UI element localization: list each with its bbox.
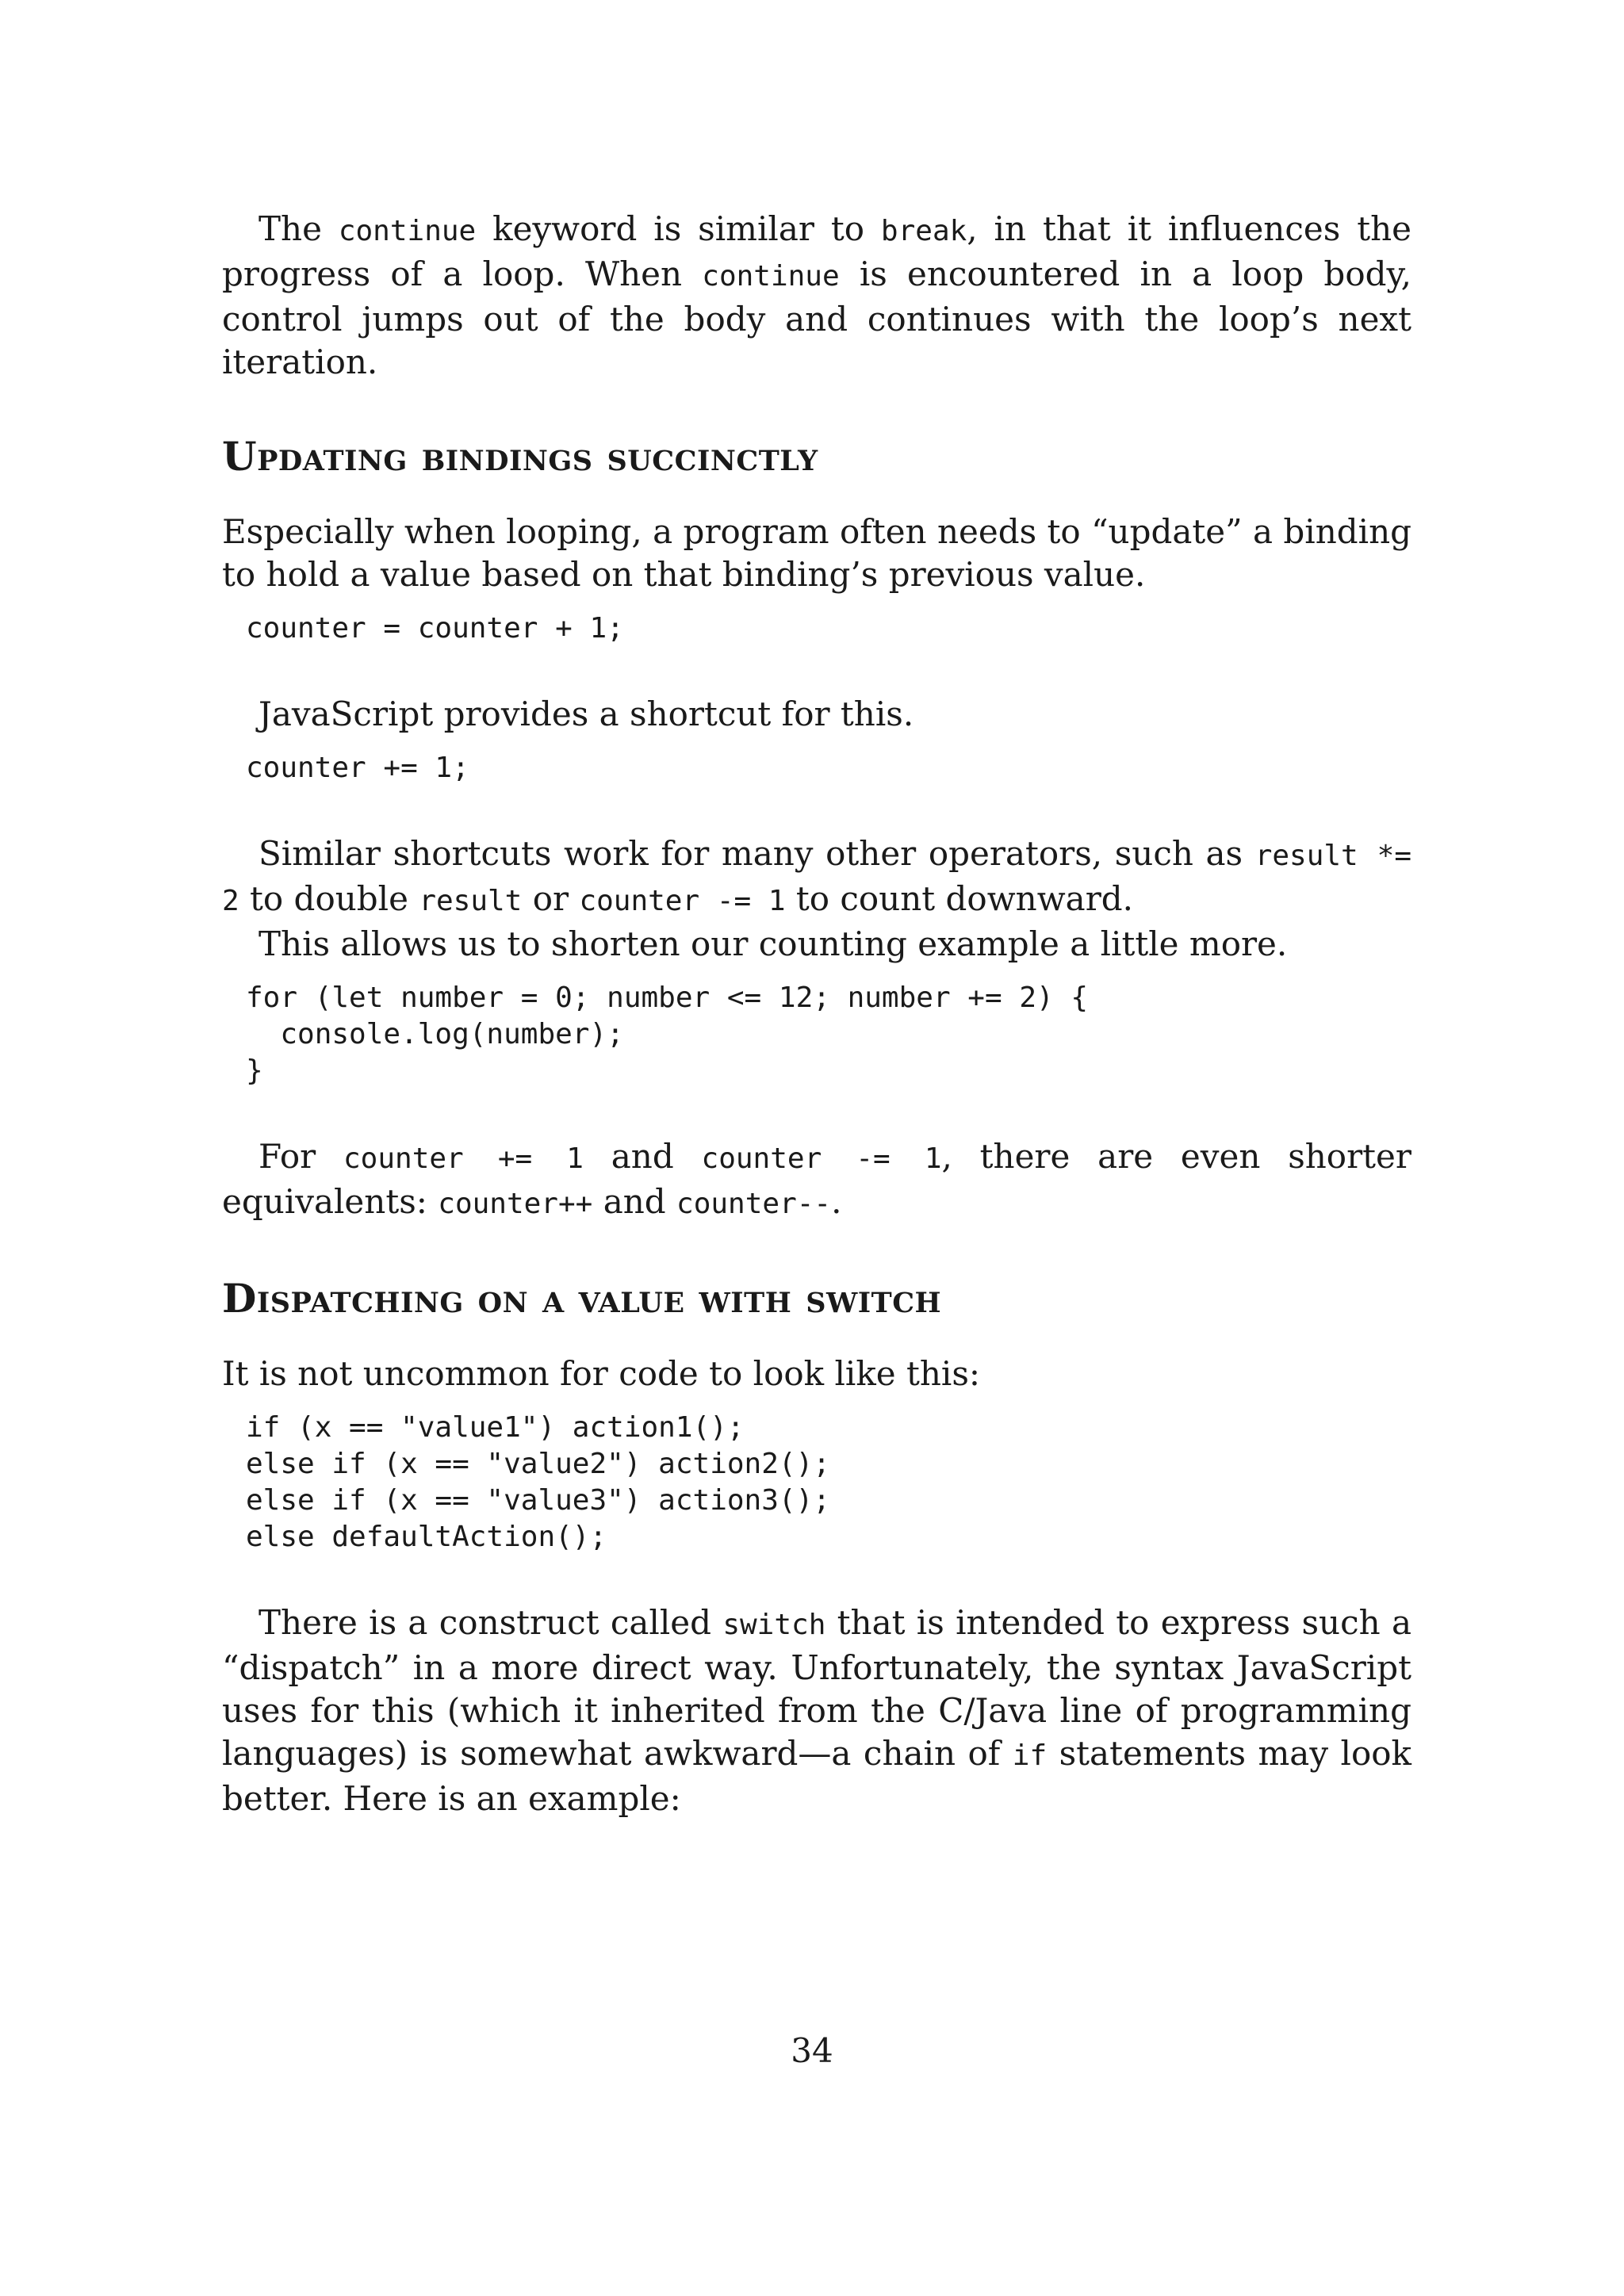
text-run: , in that it influences the progress of a loop. When (222, 209, 1411, 293)
paragraph-continue-keyword (222, 208, 1411, 384)
page-body (222, 208, 1411, 1820)
inline-code: counter-- (676, 1188, 832, 1220)
section-heading-switch: Dispatching on a value with switch (222, 1275, 942, 1322)
code-block-counter-plus-one: counter = counter + 1; (246, 612, 624, 645)
text-run: . (831, 1182, 842, 1221)
inline-code: counter += 1 (343, 1142, 584, 1175)
inline-code: switch (722, 1609, 826, 1641)
text-run: There is a construct called (259, 1603, 723, 1642)
paragraph-switch-construct (222, 1601, 1411, 1820)
text-run: statements may look better. Here is an example: (222, 1734, 1411, 1818)
section-heading-updating-bindings: Updating bindings succinctly (222, 433, 818, 480)
paragraph-uncommon-code: It is not uncommon for code to look like this: (222, 1354, 981, 1393)
inline-code: counter -= 1 (701, 1142, 942, 1175)
text-run: , there are even shorter equivalents: (222, 1137, 1411, 1221)
text-run: to double (239, 879, 419, 918)
inline-code: result *= 2 (222, 840, 1411, 917)
inline-code: counter++ (438, 1188, 593, 1220)
inline-code: continue (338, 215, 477, 247)
paragraph-shorten-example: This allows us to shorten our counting example a little more. (259, 924, 1288, 963)
code-block-if-else-chain: if (x == "value1") action1(); else if (x == "value2") action2(); else if (x == "value3") action3(); else defaultAction(); (246, 1411, 830, 1553)
text-run: to count downward. (785, 879, 1134, 918)
inline-code: result (419, 885, 523, 917)
page-number: 34 (791, 2031, 833, 2070)
text-run: that is intended to express such a “dispatch” in a more direct way. Unfortunately, the syntax JavaScript uses for this (which it inherited from the C/Java line of programming languages) is somewhat awkward—a chain of (222, 1603, 1411, 1773)
text-run: The (259, 209, 339, 248)
code-block-for-loop: for (let number = 0; number <= 12; number += 2) { console.log(number); } (246, 982, 1089, 1087)
text-run: keyword is similar to (476, 209, 881, 248)
paragraph-similar-shortcuts (222, 832, 1411, 923)
inline-code: counter -= 1 (579, 885, 786, 917)
paragraph-updating-bindings: Especially when looping, a program often needs to “update” a binding to hold a value based on that binding’s previous value. (222, 512, 1411, 594)
text-run: or (522, 879, 580, 918)
text-run: and (583, 1137, 702, 1176)
text-run: is encountered in a loop body, control jumps out of the body and continues with the loop’s next iteration. (222, 254, 1411, 381)
inline-code: if (1012, 1739, 1048, 1772)
code-block-counter-plus-equals: counter += 1; (246, 752, 469, 784)
text-run: For (259, 1137, 343, 1176)
paragraph-shortcut: JavaScript provides a shortcut for this. (259, 695, 914, 733)
text-run: and (592, 1182, 677, 1221)
inline-code: break (880, 215, 967, 247)
text-run: Similar shortcuts work for many other operators, such as (259, 834, 1255, 873)
paragraph-increment-operators (222, 1135, 1411, 1226)
inline-code: continue (702, 260, 840, 293)
